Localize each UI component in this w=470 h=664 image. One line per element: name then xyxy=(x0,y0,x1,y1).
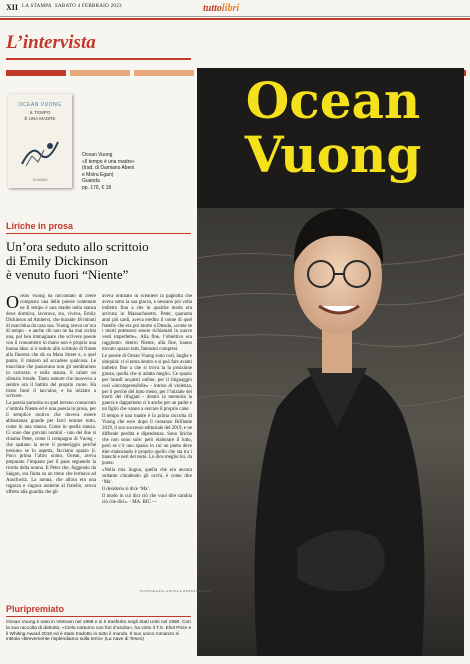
drop-cap: O xyxy=(6,294,19,312)
headline-line: Un’ora seduto allo scrittoio xyxy=(6,239,149,254)
book-info-line: e Moira Egan) xyxy=(82,171,114,178)
photo-credit: FOTOGRAFIA ANGELA BERVANT/E.P.P. xyxy=(140,589,212,593)
masthead xyxy=(22,4,122,9)
article-paragraph: aveva ordinato di scendere la pagnotta che aveva sotto la sua giacca, e nessuno poi volta indietro fino a che in qualche modo era arrivata in Massachusetts. Peter, quaranta anni più tardi, aveva eredito il nome di quel fratello che era poi morto a Dresda, «come se i morti potessero essere richiamati in nuove vesti imperfette». Alla fine, l’obiettivo era raggiunto: dentro Niente, alla fine, hanno trovato spazio tutti, fantasmi compresi. xyxy=(102,294,192,353)
article-headline xyxy=(6,240,196,282)
section-brand-a: tutto xyxy=(203,3,222,14)
footer-rule xyxy=(6,616,191,617)
book-cover-title xyxy=(8,110,72,122)
footer-tag: Pluripremiato xyxy=(6,604,65,614)
book-cover-publisher: GUANDA xyxy=(32,178,48,182)
book-info-line: pp. 176, € 18 xyxy=(82,184,112,191)
book-info xyxy=(82,152,190,191)
book-info-line: Ocean Vuong xyxy=(82,152,113,158)
book-cover-title-line-2: È UNA MADRE xyxy=(24,116,56,121)
book-cover-title-line-1: IL TEMPO xyxy=(29,110,51,115)
article-tag: Liriche in prosa xyxy=(6,221,74,231)
newspaper-name: LA STAMPA xyxy=(22,4,52,9)
section-brand xyxy=(203,3,239,14)
article-tag-rule xyxy=(6,233,191,234)
article-paragraph: «Nella mia lingua, quella che era ancora soltanto chiudendo gli occhi, è come dire ‘Ma’. xyxy=(102,468,192,486)
photo-headline-line-2: Vuong xyxy=(244,125,422,184)
color-strip xyxy=(134,70,194,76)
color-strip xyxy=(6,70,66,76)
article-paragraph: Il tempo è una madre è la prima raccolta di Vuong che esce dopo il romanzo Brillante 2019, il suo successo editoriale del 2019, e ne diffonde perdita e dipendenza. Sono liriche che non sono sole: però elaborare il lutto, però se c’è uno spazio in cui un poeta deve dire elaborando è proprio quello che sta tra i bianchi e neri del testo. Lo dice meglio lui, da poeta: xyxy=(102,414,192,467)
header-rule xyxy=(0,18,470,20)
headline-line: è venuto fuori “Niente” xyxy=(6,267,129,282)
article-paragraph-text: cean Vuong ha raccontato di avere composto una delle poesie contenute ne Il tempo è una madre nella stanza dove dormiva, lavorava, sta, viveva, Emily Dickinson ad Amherst, che durante 18 minuti di macchina da casa sua. Vuong aveva un’ora di tempo - e anche chi non ne ha mai scritta una, poi ben immaginare che scrivere poesie con il cronometro in mano non è proprio una buona idea: si è seduto allo scrittoio di fronte alla finestra che dà su Main Street e, a quel punto, il mistero ad accadere qualcosa. Le macchine che passavano non gli sembrarono in carrozze, e nella stanza, il calare un silenzio irreale. Tanto rumore che muoveva a sentire ora il battito del proprio cuore. Ha tirato fuori il taccuino, e ha iniziato a scrivere. xyxy=(6,294,96,400)
article-body xyxy=(6,294,192,591)
top-bar xyxy=(0,0,470,17)
article-paragraph: Il modo in cui dici ciò che vuoi dire cambia ciò che dici». - MA. RIC — xyxy=(102,493,192,505)
rubric-title: L’intervista xyxy=(6,32,96,53)
footer-bio: Ocean Vuong è nato in Vietnam nel 1988 e si è trasferito negli Stati Uniti nel 1990. Con la sua raccolta di debutto, «Cielo notturno con fori d’uscita», ha vinto il T.S. Eliot Prize e il Whiting Award 2016 ed è stato tradotto in tutto il mondo. Il suo unico romanzo si intitola «Brevemente risplendiamo sulla terra» (La nave di Teseo) xyxy=(6,620,192,643)
issue-date: SABATO 4 FEBBRAIO 2023 xyxy=(54,4,122,9)
article-paragraph: Le poesie di Ocean Vuong sono così, larghe e ubiquità: ci si entra dentro e si può fare avanti indietro fino a che si trova la la posizione giusta, quella che si adatta meglio. Ce spazio per lunedì acquisti online, per il linguaggio così «incomprensibile» - intriso di violenza, per il perché del lutto meno, per l’iniziale dei morti dei rifugiati - dentro la memoria la guerra e dappertutto ci è anche per un padre e un figlio che vanno a cercare il proprio cane. xyxy=(102,354,192,413)
headline-line: di Emily Dickinson xyxy=(6,253,108,268)
photo-headline xyxy=(204,71,462,184)
article-paragraph xyxy=(6,294,96,400)
page-number: XII xyxy=(6,3,19,12)
book-info-line: «Il tempo è una madre» xyxy=(82,158,135,165)
book-info-line: Guanda xyxy=(82,178,100,184)
section-brand-b: libri xyxy=(221,3,240,14)
book-cover-author: OCEAN VUONG xyxy=(18,102,62,108)
book-cover-illustration-icon xyxy=(18,134,62,170)
photo-headline-line-1: Ocean xyxy=(245,71,421,130)
rubric-rule xyxy=(6,58,191,60)
article-paragraph: La poesia partorita su quel terreno consacrato s’intitola Niente ed è una poesia in prosa, per il semplice motivo che doveva essere abbastanza grande per farci entrare tutto, come in una stanza. Come in quella stanza. Ci sono due giovani uomini - uno dei due si chiama Peter, come il compagno di Vuong - che spalano la neve il pomeriggio perché nessuno se lo aspetta, facciano spazio (i. Poco prima l’altro uomo, Ocean, aveva preparato l’impasto per il pane seguendo la ricetta della nonna. Il Peter che, fuggendo da Saigon, era finita su un treno che lermava ad Auschwitz. La nonna, che allora era una ragazza e vagava assieme al fratello, aveva offerto alla guardia che gli xyxy=(6,401,96,495)
color-strip xyxy=(70,70,130,76)
book-cover xyxy=(8,94,72,188)
article-paragraph: Il desiderio si dice ‘Ma’. xyxy=(102,487,151,492)
book-info-line: (trad. di Damiano Abeni xyxy=(82,165,135,171)
